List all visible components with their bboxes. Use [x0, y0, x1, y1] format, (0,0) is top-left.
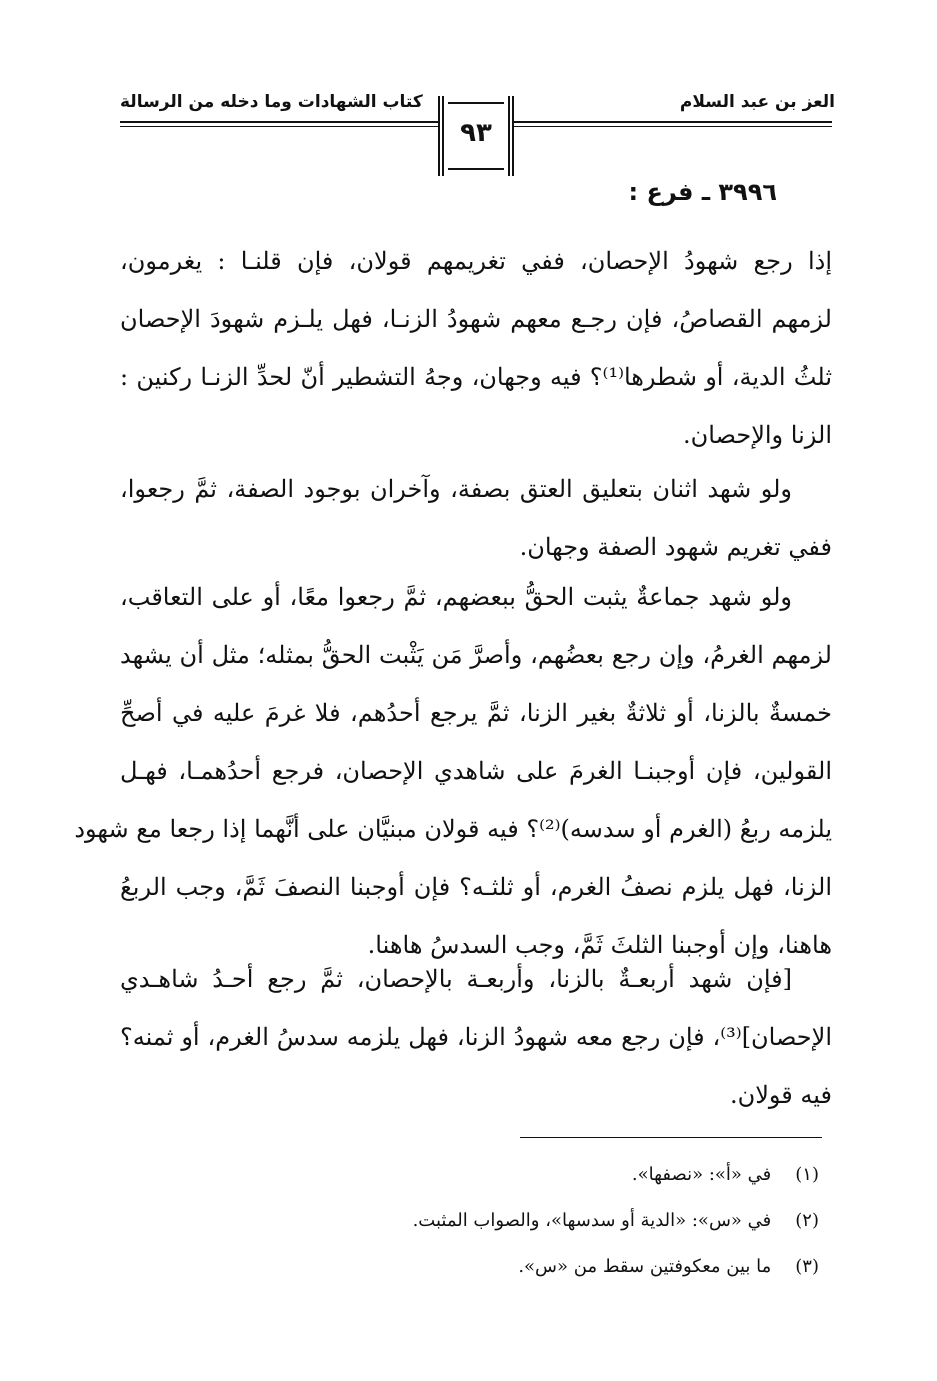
running-header-book-title: كتاب الشهادات وما دخله من الرسالة	[120, 92, 423, 112]
footnote-text: في «س»: «الدية أو سدسها»، والصواب المثبت.	[412, 1210, 772, 1231]
footnote-number: (٣)	[795, 1256, 819, 1277]
text-line: [فإن شهد أربعـةٌ بالزنا، وأربعـة بالإحصان، ثمَّ رجع أحـدُ شاهـدي	[120, 965, 792, 993]
header-rule-left-thin	[120, 126, 438, 127]
text-line: ولو شهد اثنان بتعليق العتق بصفة، وآخران بوجود الصفة، ثمَّ رجعوا،	[120, 475, 792, 503]
text-line: الزنا والإحصان.	[682, 421, 832, 449]
text-line: هاهنا، وإن أوجبنا الثلثَ ثَمَّ، وجب السدسُ هاهنا.	[367, 931, 832, 959]
header-rule-right-thin	[514, 126, 832, 127]
footnote-text: ما بين معكوفتين سقط من «س».	[518, 1256, 772, 1277]
footnote-number: (١)	[795, 1164, 819, 1185]
text-line: ثلثُ الدية، أو شطرها⁽¹⁾؟ فيه وجهان، وجهُ التشطير أنّ لحدِّ الزنـا ركنين :	[120, 363, 832, 391]
text-line: يلزمه ربعُ (الغرم أو سدسه)⁽²⁾؟ فيه قولان مبنيَّان على أنَّهما إذا رجعا مع شهود	[74, 815, 832, 843]
footnote-1	[219, 1152, 819, 1198]
frame-top-line	[448, 102, 504, 104]
text-line: الإحصان]⁽³⁾، فإن رجع معه شهودُ الزنا، فهل يلزمه سدسُ الغرم، أو ثمنه؟	[120, 1023, 832, 1051]
header-rule-right	[514, 121, 832, 123]
footnote-separator	[520, 1137, 822, 1138]
page-number-frame	[438, 96, 514, 176]
text-line: ولو شهد جماعةٌ يثبت الحقُّ ببعضهم، ثمَّ رجعوا معًا، أو على التعاقب،	[120, 583, 792, 611]
paragraph-3	[74, 568, 832, 974]
text-line: الزنا، فهل يلزم نصفُ الغرم، أو ثلثـه؟ فإن أوجبنا النصفَ ثَمَّ، وجب الربعُ	[120, 873, 832, 901]
footnote-text: في «أ»: «نصفها».	[631, 1164, 772, 1185]
text-line: القولين، فإن أوجبنـا الغرمَ على شاهدي الإحصان، فرجع أحدُهمـا، فهـل	[120, 757, 832, 785]
footnotes	[219, 1152, 819, 1290]
page-number: ٩٣	[460, 118, 492, 148]
footnote-number: (٢)	[795, 1210, 819, 1231]
text-line: لزمهم القصاصُ، فإن رجـع معهم شهودُ الزنـا، فهل يلـزم شهودَ الإحصان	[120, 305, 832, 333]
paragraph-2	[120, 460, 832, 576]
paragraph-4	[120, 950, 832, 1124]
text-line: إذا رجع شهودُ الإحصان، ففي تغريمهم قولان، فإن قلنـا : يغرمون،	[120, 247, 832, 275]
text-line: لزمهم الغرمُ، وإن رجع بعضُهم، وأصرَّ مَن يَثْبت الحقُّ بمثله؛ مثل أن يشهد	[120, 641, 832, 669]
frame-bottom-line	[448, 168, 504, 170]
section-heading: ٣٩٩٦ ـ فرع :	[628, 178, 777, 206]
text-line: ففي تغريم شهود الصفة وجهان.	[519, 533, 832, 561]
running-header-author: العز بن عبد السلام	[679, 92, 835, 112]
footnote-3	[219, 1244, 819, 1290]
text-line: فيه قولان.	[729, 1081, 832, 1109]
paragraph-1	[120, 232, 832, 464]
text-line: خمسةٌ بالزنا، أو ثلاثةٌ بغير الزنا، ثمَّ يرجع أحدُهم، فلا غرمَ عليه في أصحِّ	[120, 699, 832, 727]
footnote-2	[219, 1198, 819, 1244]
header-rule-left	[120, 121, 438, 123]
